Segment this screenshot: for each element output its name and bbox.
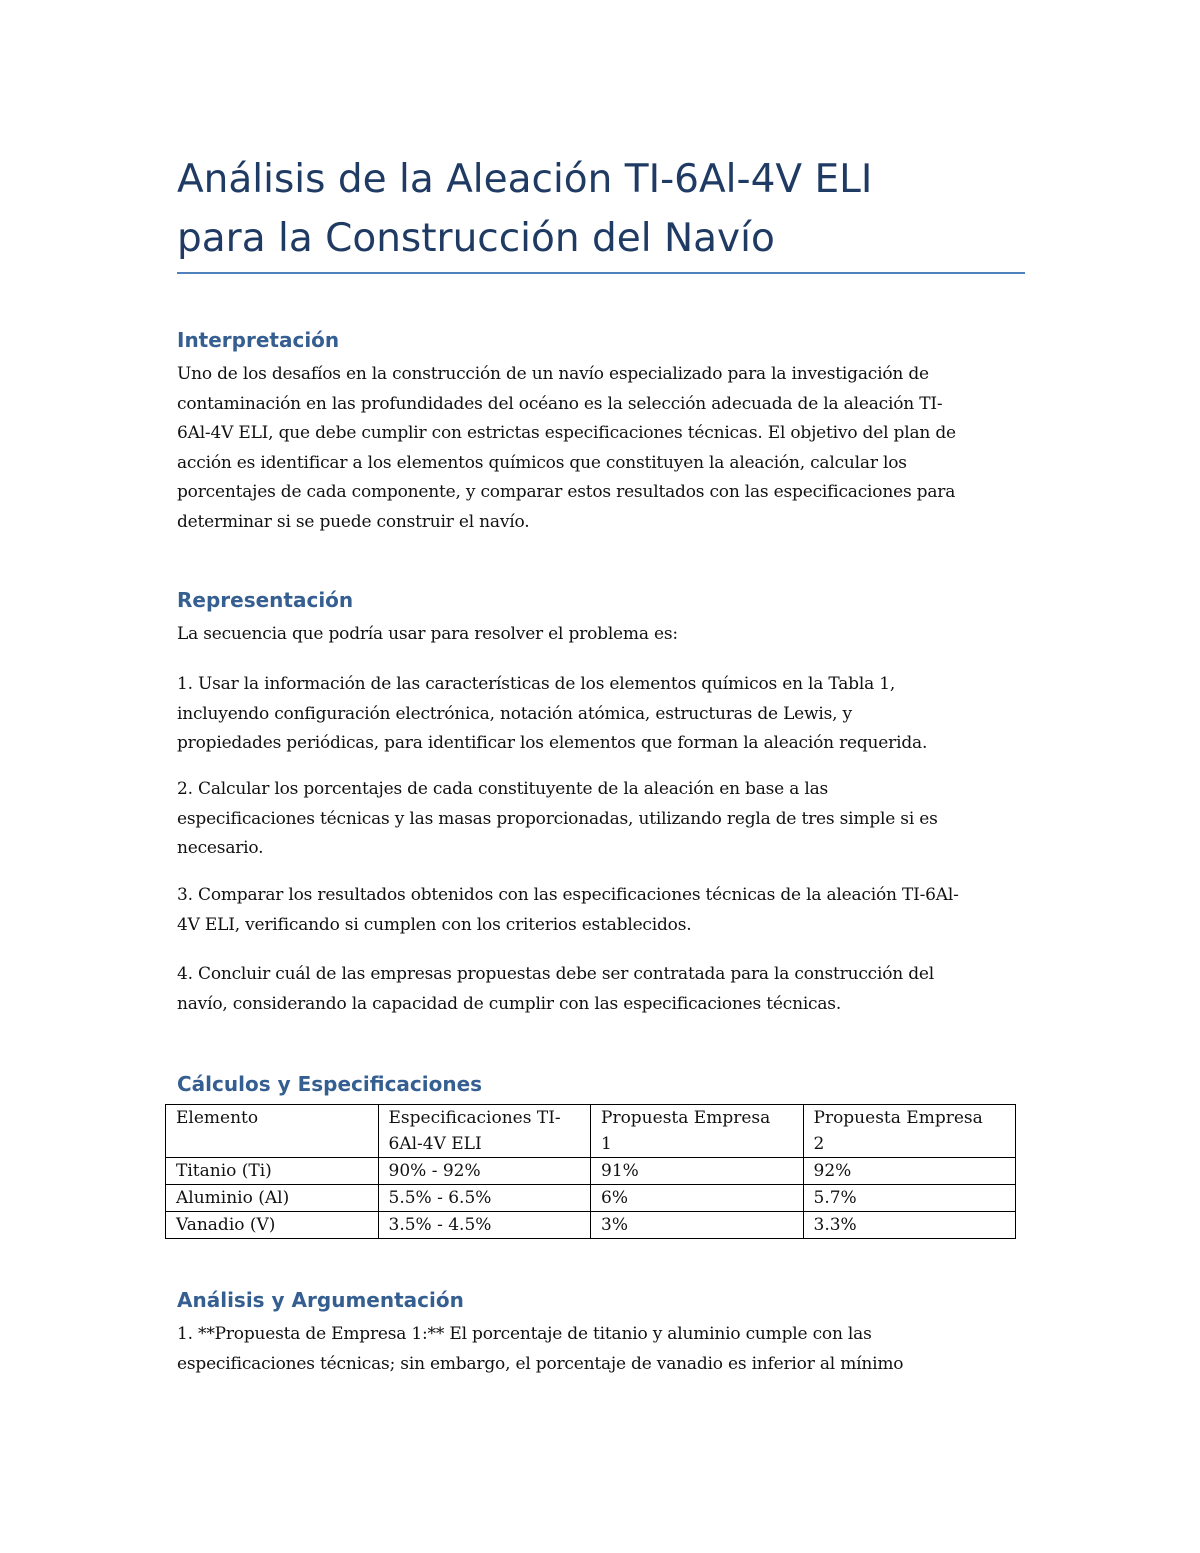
- paragraph-interpretacion: [177, 360, 1025, 537]
- specifications-table: [165, 1104, 1016, 1239]
- text-line: 4. Concluir cuál de las empresas propuestas debe ser contratada para la construcción del: [177, 964, 935, 984]
- heading-interpretacion: Interpretación: [177, 328, 340, 352]
- header-text: Elemento: [176, 1108, 259, 1128]
- text-line: incluyendo configuración electrónica, notación atómica, estructuras de Lewis, y: [177, 703, 852, 724]
- text-line: especificaciones técnicas y las masas proporcionadas, utilizando regla de tres simple si es: [177, 808, 938, 829]
- step-1: [177, 670, 1025, 759]
- header-text: Propuesta Empresa: [601, 1108, 771, 1128]
- text-line: determinar si se puede construir el navío.: [177, 511, 530, 532]
- text-line: 2. Calcular los porcentajes de cada constituyente de la aleación en base a las: [177, 779, 829, 799]
- text-line: propiedades periódicas, para identificar los elementos que forman la aleación requerida.: [177, 733, 928, 753]
- title-line-2: para la Construcción del Navío: [177, 216, 775, 261]
- text-line: acción es identificar a los elementos químicos que constituyen la aleación, calcular los: [177, 452, 907, 473]
- paragraph-representacion-intro: [177, 620, 1025, 650]
- table-cell: 91%: [591, 1158, 804, 1185]
- table-cell: 3.5% - 4.5%: [378, 1212, 591, 1239]
- table-header-row: [166, 1105, 1016, 1158]
- table-cell: Vanadio (V): [166, 1212, 379, 1239]
- text-line: especificaciones técnicas; sin embargo, el porcentaje de vanadio es inferior al mínimo: [177, 1353, 904, 1374]
- text-line: contaminación en las profundidades del océano es la selección adecuada de la aleación TI-: [177, 393, 943, 414]
- text-line: porcentajes de cada componente, y comparar estos resultados con las especificaciones para: [177, 482, 956, 502]
- step-3: [177, 881, 1025, 940]
- header-text: Especificaciones TI-: [388, 1108, 561, 1128]
- paragraph-analisis: [177, 1320, 1025, 1379]
- text-line: 1. Usar la información de las características de los elementos químicos en la Tabla 1,: [177, 674, 896, 694]
- table-header-cell: [803, 1105, 1016, 1158]
- table-cell: 5.5% - 6.5%: [378, 1185, 591, 1212]
- table-cell: 6%: [591, 1185, 804, 1212]
- text-line: 1. **Propuesta de Empresa 1:** El porcentaje de titanio y aluminio cumple con las: [177, 1324, 872, 1344]
- step-4: [177, 960, 1025, 1019]
- step-2: [177, 775, 1025, 864]
- table-cell: 92%: [803, 1158, 1016, 1185]
- table-header-cell: [591, 1105, 804, 1158]
- header-text: 2: [813, 1134, 825, 1154]
- header-text: 6Al-4V ELI: [388, 1134, 482, 1154]
- text-line: 6Al-4V ELI, que debe cumplir con estrictas especificaciones técnicas. El objetivo del plan de: [177, 423, 956, 443]
- heading-calculos: Cálculos y Especificaciones: [177, 1072, 483, 1096]
- table-cell: 3.3%: [803, 1212, 1016, 1239]
- table-cell: 3%: [591, 1212, 804, 1239]
- text-line: necesario.: [177, 838, 264, 858]
- heading-representacion: Representación: [177, 588, 354, 612]
- title-underline-rule: [177, 272, 1025, 274]
- title-line-1: Análisis de la Aleación TI-6Al-4V ELI: [177, 157, 873, 202]
- text-line: navío, considerando la capacidad de cumplir con las especificaciones técnicas.: [177, 993, 842, 1014]
- table-cell: Aluminio (Al): [166, 1185, 379, 1212]
- document-title: [177, 150, 1025, 268]
- table-row: [166, 1158, 1016, 1185]
- heading-analisis: Análisis y Argumentación: [177, 1288, 464, 1312]
- text-line: Uno de los desafíos en la construcción de un navío especializado para la investigación de: [177, 364, 929, 384]
- table-row: [166, 1185, 1016, 1212]
- text-line: 3. Comparar los resultados obtenidos con las especificaciones técnicas de la aleación TI-6Al-: [177, 885, 959, 905]
- header-text: Propuesta Empresa: [813, 1108, 983, 1128]
- text-line: 4V ELI, verificando si cumplen con los criterios establecidos.: [177, 914, 692, 935]
- table-cell: Titanio (Ti): [166, 1158, 379, 1185]
- table-cell: 5.7%: [803, 1185, 1016, 1212]
- table-row: [166, 1212, 1016, 1239]
- table-cell: 90% - 92%: [378, 1158, 591, 1185]
- text-line: La secuencia que podría usar para resolver el problema es:: [177, 624, 678, 644]
- table-header-cell: [166, 1105, 379, 1158]
- header-text: 1: [601, 1134, 612, 1154]
- table-header-cell: [378, 1105, 591, 1158]
